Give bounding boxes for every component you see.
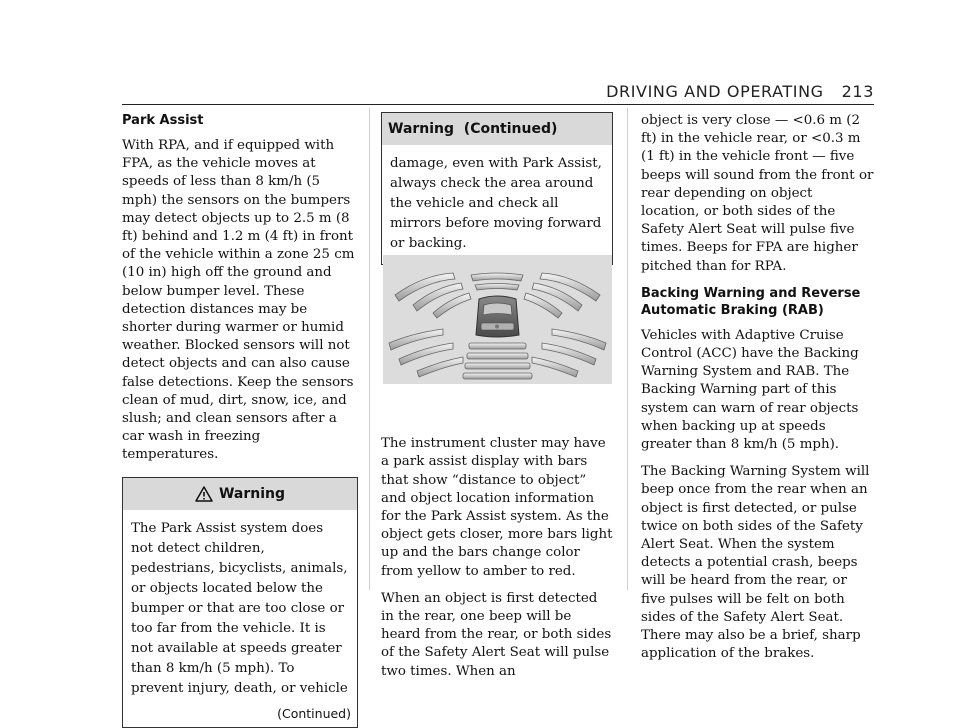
sensor-arcs-rear-left: [389, 329, 463, 377]
sensor-arcs-front-center: [471, 273, 523, 290]
paragraph: When an object is first detected in the rear, one beep will be heard from the rear, or both sides of the Safety Alert Seat will pulse two times. When an: [381, 590, 612, 679]
section-heading: Backing Warning and Reverse Automatic Braking (RAB): [641, 285, 861, 318]
column-right: [641, 112, 875, 672]
warning-text: The Park Assist system does not detect children, pedestrians, bicyclists, animals, or objects located below the bumper or that are too close or too far from the vehicle. It is not available at speeds greater than 8 km/h (5 mph). To prevent injury, death, or vehicle: [131, 520, 348, 696]
running-header: [606, 82, 874, 101]
header-rule: [122, 104, 874, 105]
column-divider: [369, 108, 370, 590]
continued-label: (Continued): [277, 705, 351, 721]
paragraph: The Backing Warning System will beep once from the rear when an object is first detected, or pulse twice on both sides of the Safety Alert Seat. When the system detects a potential crash, beeps will be heard from the rear, or five pulses will be felt on both sides of the Safety Alert Seat. There may also be a brief, sharp application of the brakes.: [641, 464, 870, 662]
paragraph: The instrument cluster may have a park assist display with bars that show “distance to object” and object location information for the Park Assist system. As the object gets closer, more bars light up and the bars change color from yellow to amber to red.: [381, 436, 613, 579]
vehicle-icon: [476, 296, 519, 337]
sensor-arcs-rear-right: [532, 329, 606, 377]
column-divider: [627, 108, 628, 590]
column-left: [122, 112, 358, 728]
section-heading: Park Assist: [122, 113, 204, 128]
park-assist-illustration: [383, 255, 612, 384]
warning-text: damage, even with Park Assist, always check the area around the vehicle and check all mirrors before moving forward or backing.: [390, 156, 602, 252]
warning-header: [382, 113, 612, 145]
warning-header: [123, 478, 357, 510]
warning-body: [382, 145, 612, 264]
warning-title: Warning: [218, 485, 286, 502]
sensor-arcs-rear-center: [463, 343, 532, 379]
paragraph: object is very close — <0.6 m (2 ft) in the vehicle rear, or <0.3 m (1 ft) in the vehicle front — five beeps will sound from the front or rear depending on object location, or both sides of the Safety Alert Seat will pulse five times. Beeps for FPA are higher pitched than for RPA.: [641, 113, 874, 274]
warning-box: [122, 477, 358, 728]
page-number: 213: [841, 82, 874, 101]
section-title: DRIVING AND OPERATING: [606, 82, 824, 101]
paragraph: With RPA, and if equipped with FPA, as the vehicle moves at speeds of less than 8 km/h (5 mph) the sensors on the bumpers may detect objects up to 2.5 m (8 ft) behind and 1.2 m (4 ft) in front of the vehicle within a zone 25 cm (10 in) high off the ground and below bumper level. These detection distances may be shorter during warmer or humid weather. Blocked sensors will not detect objects and can also cause false detections. Keep the sensors clean of mud, dirt, snow, ice, and slush; and clean sensors after a car wash in freezing temperatures.: [122, 138, 355, 463]
page-header: [0, 0, 960, 110]
park-assist-diagram: [383, 255, 612, 384]
column-middle: [381, 112, 613, 690]
paragraph: Vehicles with Adaptive Cruise Control (ACC) have the Backing Warning System and RAB. The Backing Warning part of this system can warn of rear objects when backing up at speeds greater than 8 km/h (5 mph).: [641, 327, 859, 453]
warning-triangle-icon: [195, 486, 213, 502]
warning-body: [123, 510, 357, 705]
warning-title: Warning (Continued): [388, 121, 558, 137]
warning-box-continued: [381, 112, 613, 265]
sensor-arcs-front-left: [395, 273, 471, 318]
sensor-arcs-front-right: [524, 273, 600, 318]
